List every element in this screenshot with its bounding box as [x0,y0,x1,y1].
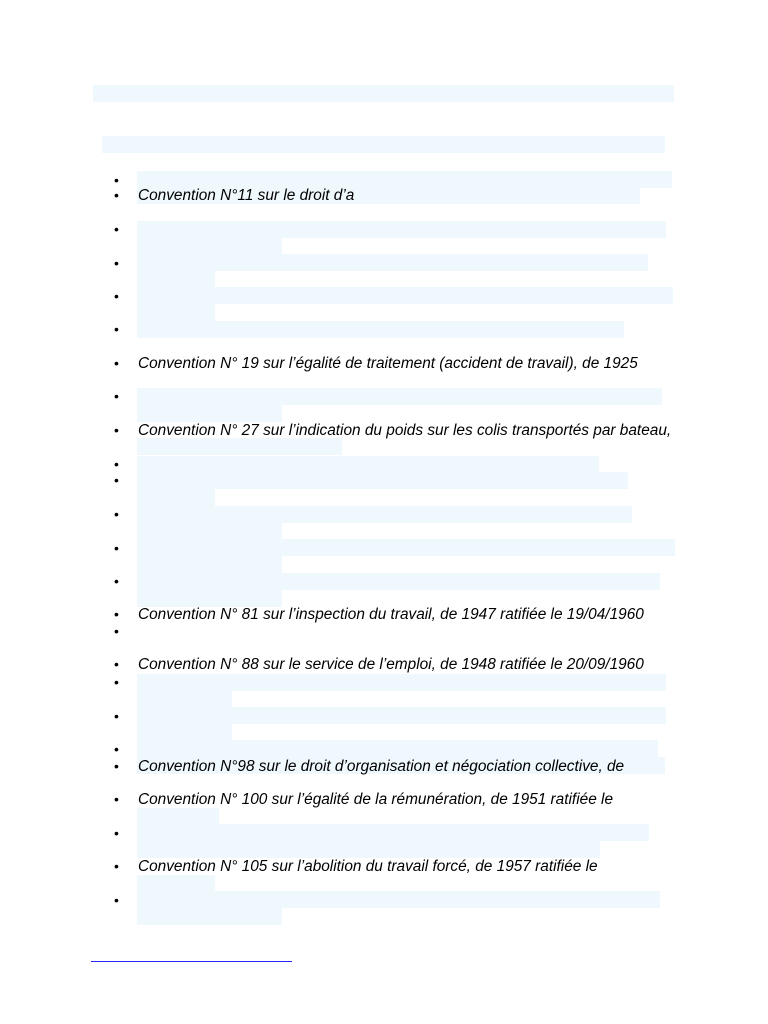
highlight-bar [137,908,282,925]
list-item [0,321,768,338]
list-bullet: • [114,892,119,908]
list-item [0,758,768,775]
list-bullet: • [114,540,119,556]
list-item [0,674,768,691]
list-item [0,656,768,673]
list-item [0,741,768,758]
list-item [0,606,768,623]
list-item-text: Convention N° 81 sur l’inspection du travail, de 1947 ratifiée le 19/04/1960 [138,606,644,623]
highlight-bar [137,489,215,506]
list-bullet: • [114,573,119,589]
list-bullet: • [114,288,119,304]
list-bullet: • [114,255,119,271]
list-bullet: • [114,674,119,690]
highlight-bar [137,875,215,892]
list-bullet: • [114,321,119,337]
list-bullet: • [114,422,119,438]
list-bullet: • [114,858,119,874]
list-item [0,221,768,238]
highlight-bar [137,808,219,825]
list-item [0,858,768,875]
highlight-bar [93,85,674,102]
highlight-bar [137,405,282,422]
list-item [0,573,768,590]
list-bullet: • [114,708,119,724]
list-bullet: • [114,388,119,404]
list-item-text: Convention N° 105 sur l’abolition du travail forcé, de 1957 ratifiée le [138,858,598,875]
list-bullet: • [114,187,119,203]
list-bullet: • [114,741,119,757]
list-item [0,791,768,808]
list-item-text: Convention N°11 sur le droit d’a [138,187,355,204]
list-bullet: • [114,758,119,774]
list-item [0,540,768,557]
list-item [0,422,768,439]
list-item [0,623,768,640]
list-item-text: Convention N° 27 sur l’indication du poids sur les colis transportés par bateau, [138,422,672,439]
list-item [0,456,768,473]
list-item-text: Convention N° 19 sur l’égalité de traitement (accident de travail), de 1925 [138,355,638,372]
highlight-bar [137,522,282,539]
list-item [0,708,768,725]
list-item [0,288,768,305]
list-item [0,255,768,272]
list-item [0,472,768,489]
highlight-bar [137,556,282,573]
list-bullet: • [114,456,119,472]
list-item-text: Convention N° 88 sur le service de l’emploi, de 1948 ratifiée le 20/09/1960 [138,656,644,673]
list-bullet: • [114,472,119,488]
highlight-bar [102,136,665,153]
list-bullet: • [114,825,119,841]
footnote-separator [91,961,292,962]
list-item [0,355,768,372]
list-bullet: • [114,623,119,639]
list-bullet: • [114,791,119,807]
list-bullet: • [114,355,119,371]
list-item [0,388,768,405]
list-bullet: • [114,172,119,188]
highlight-bar [137,690,232,707]
list-item [0,187,768,204]
list-bullet: • [114,656,119,672]
highlight-bar [137,590,282,607]
list-item-text: Convention N° 100 sur l’égalité de la rémunération, de 1951 ratifiée le [138,791,614,808]
list-item [0,825,768,842]
highlight-bar [137,237,282,254]
highlight-bar [137,841,600,858]
list-bullet: • [114,506,119,522]
highlight-bar [137,271,215,288]
highlight-bar [137,438,342,455]
list-item [0,506,768,523]
list-item-text: Convention N°98 sur le droit d’organisation et négociation collective, de [138,758,625,775]
list-bullet: • [114,606,119,622]
highlight-bar [137,724,232,741]
list-item [0,892,768,909]
highlight-bar [137,304,215,321]
list-bullet: • [114,221,119,237]
